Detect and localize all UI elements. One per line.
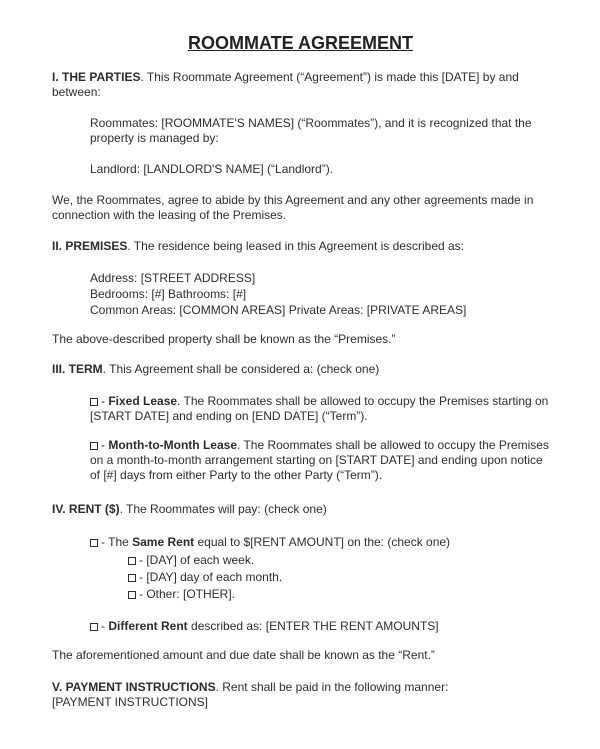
section-premises-heading: II. PREMISES xyxy=(52,239,128,253)
premises-address-line: Address: [STREET ADDRESS] xyxy=(90,271,256,285)
rent-suboption-weekly-text: - [DAY] of each week. xyxy=(139,553,255,567)
checkbox-icon xyxy=(90,623,98,631)
checkbox-icon xyxy=(128,591,136,599)
checkbox-icon xyxy=(90,398,98,406)
term-m2m-prefix: - xyxy=(101,438,109,452)
rent-same-prefix: - The xyxy=(101,535,133,549)
rent-suboption-other xyxy=(52,587,549,602)
rent-different-text: described as: [ENTER THE RENT AMOUNTS] xyxy=(187,619,439,633)
payment-placeholder-line: [PAYMENT INSTRUCTIONS] xyxy=(52,695,209,709)
premises-areas-line: Common Areas: [COMMON AREAS] Private Areas: [PRIVATE AREAS] xyxy=(90,303,467,317)
section-term-intro-text: . This Agreement shall be considered a: (check one) xyxy=(102,362,380,376)
rent-known-as-clause: The aforementioned amount and due date shall be known as the “Rent.” xyxy=(52,648,435,662)
rent-suboption-monthly xyxy=(52,570,549,585)
rent-option-same-rent xyxy=(52,535,549,550)
checkbox-icon xyxy=(128,557,136,565)
checkbox-icon xyxy=(90,442,98,450)
rent-suboption-monthly-text: - [DAY] day of each month. xyxy=(139,570,283,584)
section-rent-heading: IV. RENT ($) xyxy=(52,502,120,516)
section-parties-heading: I. THE PARTIES xyxy=(52,70,141,84)
term-option-fixed-lease xyxy=(52,394,549,424)
rent-option-different-rent xyxy=(52,619,549,634)
section-premises-intro xyxy=(52,239,549,254)
term-m2m-text: . The Roommates shall be allowed to occupy the Premises on a month-to-month arrangement starting on [START DATE] and ending upon notice of [#] days from either Party to the other Party (“Term”). xyxy=(90,438,549,482)
rent-suboption-other-text: - Other: [OTHER]. xyxy=(139,587,236,601)
section-parties-intro xyxy=(52,70,549,100)
section-premises-intro-text: . The residence being leased in this Agreement is described as: xyxy=(127,239,465,253)
term-m2m-label: Month-to-Month Lease xyxy=(108,438,237,452)
premises-details-block xyxy=(52,270,549,318)
section-payment-block xyxy=(52,680,549,710)
rent-same-label: Same Rent xyxy=(132,535,195,549)
term-option-month-to-month xyxy=(52,438,549,483)
section-payment-heading: V. PAYMENT INSTRUCTIONS xyxy=(52,680,216,694)
parties-roommates-clause: Roommates: [ROOMMATE'S NAMES] (“Roommates”), and it is recognized that the property is managed by: xyxy=(90,116,532,145)
premises-known-as-clause: The above-described property shall be known as the “Premises.” xyxy=(52,332,396,346)
checkbox-icon xyxy=(128,574,136,582)
rent-same-text: equal to $[RENT AMOUNT] on the: (check one) xyxy=(194,535,451,549)
rent-different-prefix: - xyxy=(101,619,109,633)
parties-landlord-clause: Landlord: [LANDLORD'S NAME] (“Landlord”). xyxy=(90,162,334,176)
term-fixed-label: Fixed Lease xyxy=(108,394,178,408)
checkbox-icon xyxy=(90,539,98,547)
premises-rooms-line: Bedrooms: [#] Bathrooms: [#] xyxy=(90,287,247,301)
document-title: ROOMMATE AGREEMENT xyxy=(188,33,413,53)
section-term-intro xyxy=(52,362,549,377)
section-rent-intro xyxy=(52,502,549,517)
term-fixed-prefix: - xyxy=(101,394,109,408)
section-term-heading: III. TERM xyxy=(52,362,103,376)
section-rent-intro-text: . The Roommates will pay: (check one) xyxy=(119,502,327,516)
term-fixed-text: . The Roommates shall be allowed to occupy the Premises starting on [START DATE] and ending on [END DATE] (“Term”). xyxy=(90,394,549,423)
section-payment-intro xyxy=(52,680,549,695)
section-payment-intro-text: . Rent shall be paid in the following manner: xyxy=(215,680,449,694)
document-page xyxy=(52,33,549,710)
rent-suboption-weekly xyxy=(52,553,549,568)
section-parties-intro-text: . This Roommate Agreement (“Agreement”) is made this [DATE] by and between: xyxy=(52,70,519,99)
parties-abide-clause: We, the Roommates, agree to abide by this Agreement and any other agreements made in connection with the leasing of the Premises. xyxy=(52,193,534,222)
rent-different-label: Different Rent xyxy=(108,619,188,633)
